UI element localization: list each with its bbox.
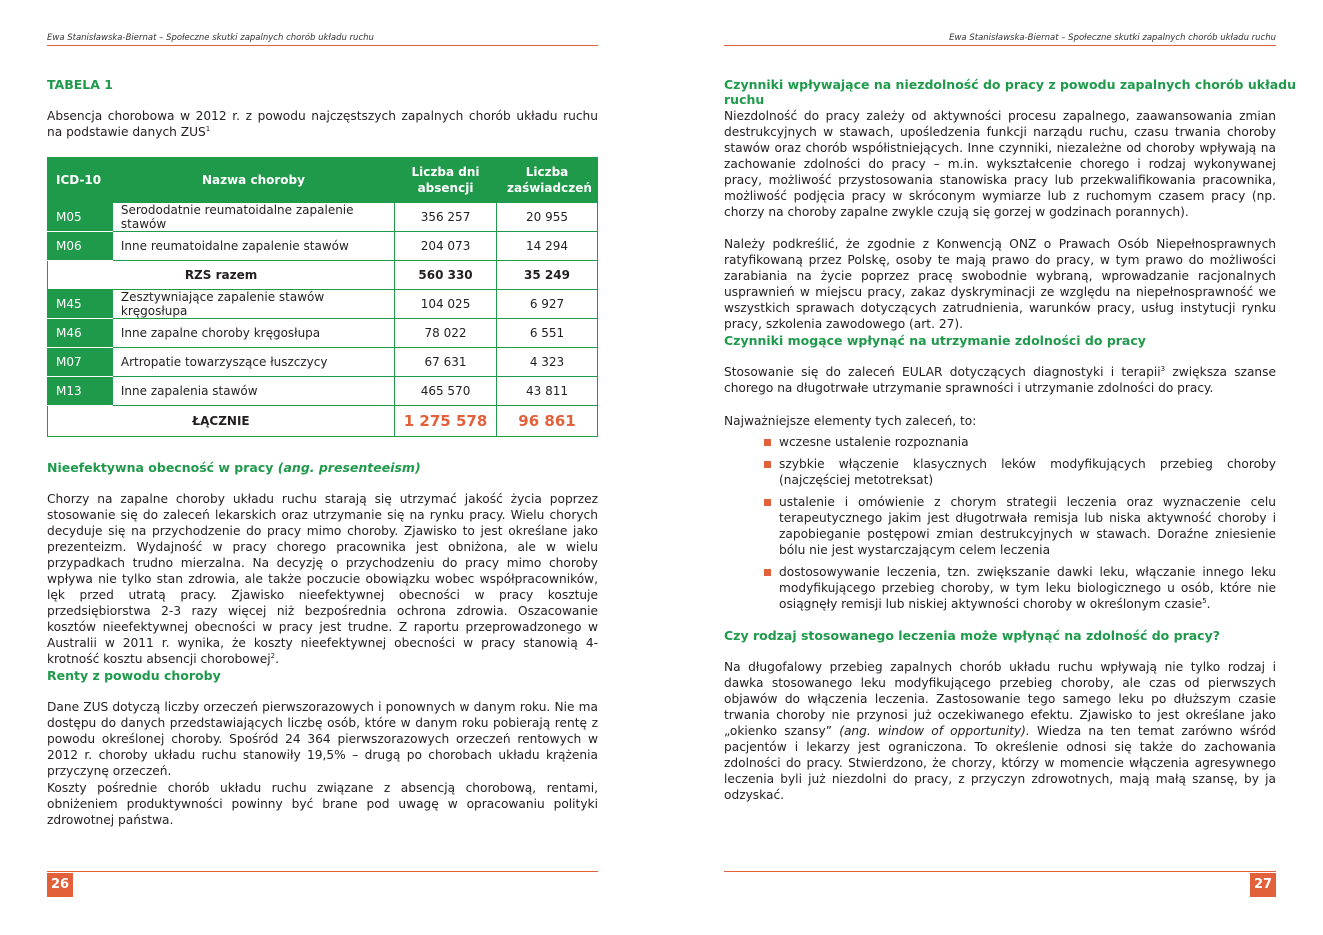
retention-paragraph: Stosowanie się do zaleceń EULAR dotyczących diagnostyki i terapii$^3$ zwiększa szanse chorego na długotrwałe utrzymanie sprawności i utrzymanie zdolności do pracy.: [724, 364, 1276, 395]
bullet-square-icon: [764, 461, 771, 468]
icd-code: M46: [48, 319, 113, 348]
left-page: [0, 0, 661, 935]
list-item: ustalenie i omówienie z chorym strategii leczenia oraz wyznaczenie celu terapeutycznego jakim jest długotrwała remisja lub niska aktywność choroby i zapobieganie postępowi zmian destrukcyjnych w stawach. Doraźne zniesienie bólu nie jest wystarczającym celem leczenia: [724, 494, 1276, 558]
total-certs: 96 861: [497, 406, 598, 437]
days-value: 104 025: [395, 290, 497, 319]
header-rule: [724, 45, 1276, 46]
indirect-costs-paragraph: Koszty pośrednie chorób układu ruchu związane z absencją chorobową, rentami, obniżeniem produktywności powinny być brane pod uwagę w opracowaniu polityki zdrowotnej państwa.: [47, 781, 598, 827]
pensions-paragraph: Dane ZUS dotyczą liczby orzeczeń pierwszorazowych i ponownych w danym roku. Nie ma dostępu do danych przedstawiających liczbę osób, które w danym roku pobierają rentę z powodu określonej choroby. Spośród 24 364 pierwszorazowych orzeczeń rentowych w 2012 r. choroby układu ruchu stanowiły 19,5% – drugą po chorobach układu krążenia przyczynę orzeczeń.: [47, 700, 598, 778]
icd-code: M07: [48, 348, 113, 377]
disease-name: Zesztywniające zapalenie stawów kręgosłupa: [112, 290, 394, 319]
footer-rule: [724, 871, 1276, 872]
list-item: dostosowywanie leczenia, tzn. zwiększanie dawki leku, włączanie innego leku modyfikującego przebieg choroby, w tym leku biologicznego u osób, które nie osiągnęły remisji lub niskiej aktywności choroby w określonym czasie$^5$.: [724, 564, 1276, 612]
bullet-square-icon: [764, 499, 771, 506]
disease-name: Artropatie towarzyszące łuszczycy: [112, 348, 394, 377]
table-row: [48, 377, 598, 406]
list-item: wczesne ustalenie rozpoznania: [724, 434, 1276, 450]
col-header-name: Nazwa choroby: [112, 158, 394, 203]
total-days: 1 275 578: [395, 406, 497, 437]
days-value: 356 257: [395, 203, 497, 232]
total-label: ŁĄCZNIE: [48, 406, 395, 437]
icd-code: M05: [48, 203, 113, 232]
section-title-presenteeism: Nieefektywna obecność w pracy (ang. presenteeism): [47, 460, 421, 475]
subtotal-certs: 35 249: [497, 261, 598, 290]
section-title-incapacity: Czynniki wpływające na niezdolność do pracy z powodu zapalnych chorób układu ruchu: [724, 77, 1296, 107]
absence-table: [47, 157, 598, 437]
certs-value: 6 927: [497, 290, 598, 319]
disease-name: Inne zapalenia stawów: [112, 377, 394, 406]
right-page: [662, 0, 1323, 935]
certs-value: 43 811: [497, 377, 598, 406]
table-title: TABELA 1: [47, 77, 113, 92]
list-item: szybkie włączenie klasycznych leków modyfikujących przebieg choroby (najczęściej metotreksat): [724, 456, 1276, 488]
disease-name: Inne zapalne choroby kręgosłupa: [112, 319, 394, 348]
total-row: [48, 406, 598, 437]
table-row: [48, 203, 598, 232]
days-value: 204 073: [395, 232, 497, 261]
section-title-treatment: Czy rodzaj stosowanego leczenia może wpłynąć na zdolność do pracy?: [724, 628, 1220, 643]
header-rule: [47, 45, 598, 46]
certs-value: 14 294: [497, 232, 598, 261]
section-title-pensions: Renty z powodu choroby: [47, 668, 221, 683]
col-header-icd: ICD-10: [48, 158, 113, 203]
icd-code: M06: [48, 232, 113, 261]
table-row: [48, 290, 598, 319]
incapacity-paragraph-1: Niezdolność do pracy zależy od aktywności procesu zapalnego, zaawansowania zmian destrukcyjnych w stawach, upośledzenia funkcji narządu ruchu, czasu trwania choroby stawów oraz chorób współistniejących. Inne czynniki, niezależne od choroby wpływają na zachowanie zdolności do pracy – m.in. wykształcenie chorego i rodzaj wykonywanej pracy, możliwość przystosowania stanowiska pracy lub przekwalifikowania pracownika, możliwość podjęcia pracy w skróconym wymiarze lub z ruchomym czasem pracy (np. chorzy na choroby zapalne zwykle czują się gorzej w godzinach porannych).: [724, 109, 1276, 219]
running-header: Ewa Stanisławska-Biernat – Społeczne skutki zapalnych chorób układu ruchu: [949, 33, 1276, 43]
table-caption: Absencja chorobowa w 2012 r. z powodu najczęstszych zapalnych chorób układu ruchu na podstawie danych ZUS$^1$: [47, 109, 598, 139]
subtotal-days: 560 330: [395, 261, 497, 290]
bullet-square-icon: [764, 439, 771, 446]
recommendations-intro: Najważniejsze elementy tych zaleceń, to:: [724, 414, 977, 428]
disease-name: Inne reumatoidalne zapalenie stawów: [112, 232, 394, 261]
treatment-paragraph: Na długofalowy przebieg zapalnych chorób układu ruchu wpływają nie tylko rodzaj i dawka stosowanego leku modyfikującego przebieg choroby, ale czas od pierwszych objawów do włączenia leczenia. Zastosowanie tego samego leku po dłuższym czasie trwania choroby nie przynosi już oczekiwanego efektu. Zjawisko to jest określane jako „okienko szansy” (ang. window of opportunity). Wiedza na ten temat zarówno wśród pacjentów i lekarzy jest ograniczona. To określenie odnosi się także do zachowania zdolności do pracy. Stwierdzono, że chorzy, którzy w momencie włączenia agresywnego leczenia byli już niezdolni do pracy, z przyczyn zdrowotnych, mają małą szansę, by ja odzyskać.: [724, 660, 1276, 802]
section-title-retention: Czynniki mogące wpłynąć na utrzymanie zdolności do pracy: [724, 333, 1146, 348]
page-number: 27: [1250, 873, 1276, 897]
col-header-days: Liczba dni absencji: [395, 158, 497, 203]
days-value: 67 631: [395, 348, 497, 377]
certs-value: 4 323: [497, 348, 598, 377]
subtotal-row: [48, 261, 598, 290]
presenteeism-paragraph: Chorzy na zapalne choroby układu ruchu starają się utrzymać jakość życia poprzez stosowanie się do zaleceń lekarskich oraz utrzymanie się na rynku pracy. Wielu chorych decyduje się na przychodzenie do pracy mimo choroby. Zjawisko to jest określane jako prezenteizm. Wydajność w pracy chorego pracownika jest obniżona, ale w wielu przypadkach trudno mierzalna. Na decyzję o przychodzeniu do pracy mimo choroby wpływa nie tylko stan zdrowia, ale także poczucie obowiązku wobec współpracowników, lęk przed utratą pracy. Zjawisko nieefektywnej obecności w pracy kosztuje przedsiębiorstwa 2-3 razy więcej niż bezpośrednia ochrona zdrowia. Oszacowanie kosztów nieefektywnej obecności w pracy jest trudne. Z raportu przeprowadzonego w Australii w 2011 r. wynika, że koszty nieefektywnej obecności w pracy stanowią 4-krotność kosztu absencji chorobowej$^2$.: [47, 492, 598, 666]
certs-value: 6 551: [497, 319, 598, 348]
table-row: [48, 348, 598, 377]
recommendations-list: [724, 434, 1276, 618]
running-header: Ewa Stanisławska-Biernat – Społeczne skutki zapalnych chorób układu ruchu: [47, 33, 374, 43]
subtotal-label: RZS razem: [48, 261, 395, 290]
incapacity-paragraph-2: Należy podkreślić, że zgodnie z Konwencją ONZ o Prawach Osób Niepełnosprawnych ratyfikowaną przez Polskę, osoby te mają prawo do pracy, w tym prawo do możliwości zarabiania na życie poprzez pracę swobodnie wybraną, wprowadzanie racjonalnych usprawnień w miejscu pracy, zakaz dyskryminacji ze względu na niepełnosprawność we wszystkich sprawach dotyczących zatrudnienia, warunków pracy, usług instytucji rynku pracy, szkolenia zawodowego (art. 27).: [724, 237, 1276, 331]
icd-code: M13: [48, 377, 113, 406]
table-row: [48, 232, 598, 261]
days-value: 465 570: [395, 377, 497, 406]
icd-code: M45: [48, 290, 113, 319]
footer-rule: [47, 871, 598, 872]
page-number: 26: [47, 873, 73, 897]
days-value: 78 022: [395, 319, 497, 348]
table-row: [48, 319, 598, 348]
disease-name: Serododatnie reumatoidalne zapalenie stawów: [112, 203, 394, 232]
bullet-square-icon: [764, 569, 771, 576]
col-header-certs: Liczba zaświadczeń: [497, 158, 598, 203]
certs-value: 20 955: [497, 203, 598, 232]
